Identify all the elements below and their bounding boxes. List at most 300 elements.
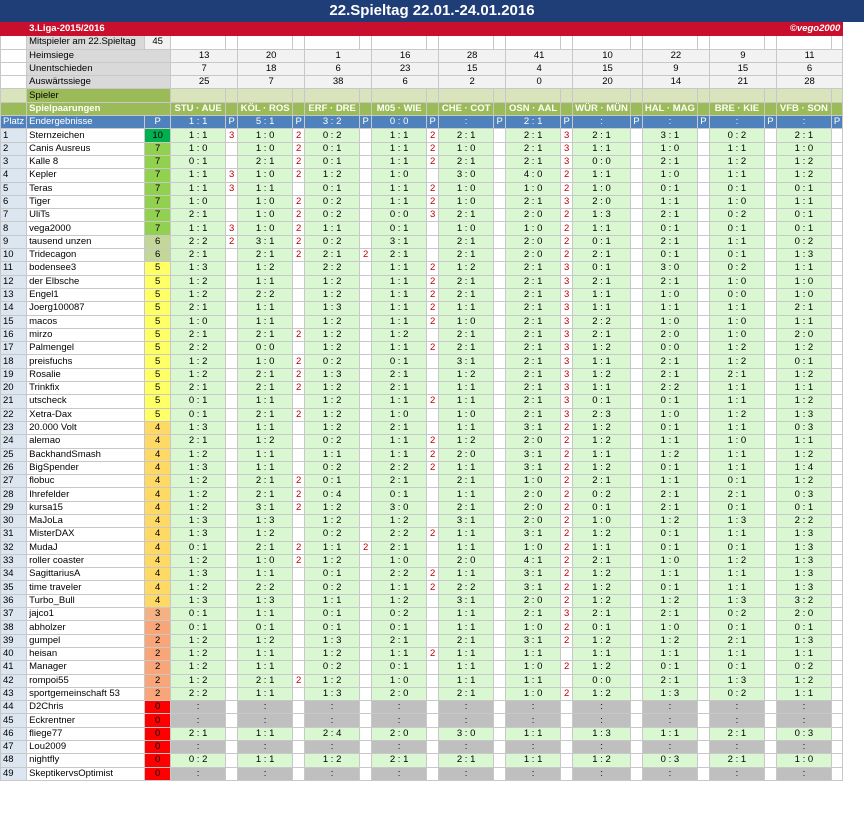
player-row <box>1 342 843 355</box>
tip-value: : <box>305 741 360 754</box>
tip-value: 1 : 1 <box>776 687 831 700</box>
tip-points: 2 <box>427 142 439 155</box>
player-row <box>1 302 843 315</box>
tip-points <box>494 727 506 740</box>
tip-points <box>360 741 372 754</box>
tip-value: 2 : 1 <box>171 435 226 448</box>
blank <box>630 102 642 115</box>
tip-points <box>226 408 238 421</box>
points-total: 7 <box>145 222 171 235</box>
tip-points <box>697 355 709 368</box>
tip-value: 2 : 1 <box>709 634 764 647</box>
tip-points: 2 <box>293 328 305 341</box>
player-row <box>1 594 843 607</box>
tip-points <box>630 475 642 488</box>
tip-points <box>764 368 776 381</box>
stat-value: 41 <box>506 49 573 62</box>
tip-value: 2 : 0 <box>506 514 561 527</box>
blank <box>764 102 776 115</box>
tip-points <box>293 262 305 275</box>
tip-points <box>831 209 842 222</box>
tip-points <box>226 714 238 727</box>
tip-value: 1 : 2 <box>171 488 226 501</box>
tip-points <box>697 674 709 687</box>
tip-points <box>360 581 372 594</box>
player-name: D2Chris <box>27 701 145 714</box>
tip-points <box>360 235 372 248</box>
tip-points <box>831 355 842 368</box>
tip-points <box>831 302 842 315</box>
tip-value: 2 : 1 <box>372 541 427 554</box>
tip-value: 0 : 1 <box>305 142 360 155</box>
tip-value: 2 : 1 <box>238 382 293 395</box>
tip-points <box>831 541 842 554</box>
blank <box>709 36 764 49</box>
tip-value: 1 : 1 <box>439 302 494 315</box>
tip-value: 2 : 1 <box>642 155 697 168</box>
tip-points <box>427 608 439 621</box>
player-row <box>1 554 843 567</box>
tip-value: 2 : 1 <box>776 302 831 315</box>
tip-value: 1 : 0 <box>238 195 293 208</box>
tip-value: 0 : 1 <box>642 528 697 541</box>
tip-points <box>697 714 709 727</box>
tip-points: 3 <box>561 608 573 621</box>
stat-value: 6 <box>776 62 842 75</box>
points-total: 6 <box>145 249 171 262</box>
tip-value: 1 : 3 <box>776 554 831 567</box>
tip-points <box>697 275 709 288</box>
tip-value: 3 : 0 <box>642 262 697 275</box>
tip-points <box>630 408 642 421</box>
tip-points: 2 <box>427 448 439 461</box>
stat-value: 10 <box>573 49 643 62</box>
tip-value: 1 : 2 <box>305 514 360 527</box>
tip-points <box>293 275 305 288</box>
tip-points <box>764 435 776 448</box>
tip-value: 2 : 2 <box>305 262 360 275</box>
tip-value: : <box>573 741 631 754</box>
tip-value: 3 : 1 <box>238 501 293 514</box>
tip-points <box>630 754 642 767</box>
tip-points <box>226 368 238 381</box>
player-row <box>1 727 843 740</box>
tip-points <box>764 328 776 341</box>
tip-value: 0 : 1 <box>573 621 631 634</box>
tip-value: : <box>372 714 427 727</box>
tip-points <box>293 727 305 740</box>
player-name: gumpel <box>27 634 145 647</box>
tip-points <box>630 767 642 780</box>
rank: 33 <box>1 554 27 567</box>
tip-points <box>494 435 506 448</box>
tip-points <box>561 714 573 727</box>
tip-points <box>764 528 776 541</box>
tip-value: 1 : 1 <box>372 182 427 195</box>
tip-points <box>697 421 709 434</box>
result-value: : <box>642 116 697 129</box>
tip-value: 1 : 1 <box>573 302 631 315</box>
tip-value: 0 : 2 <box>776 235 831 248</box>
tip-value: 0 : 1 <box>305 568 360 581</box>
tip-value: 1 : 1 <box>439 674 494 687</box>
tip-value: 1 : 2 <box>171 674 226 687</box>
tip-points <box>697 475 709 488</box>
tip-points <box>226 355 238 368</box>
tip-points <box>360 408 372 421</box>
blank <box>226 89 238 102</box>
tip-points <box>226 687 238 700</box>
tip-points <box>697 634 709 647</box>
tip-value: : <box>709 714 764 727</box>
tip-value: 1 : 2 <box>573 342 631 355</box>
tip-value: 0 : 1 <box>776 355 831 368</box>
tip-value: 1 : 0 <box>171 195 226 208</box>
tip-value: 1 : 3 <box>573 727 631 740</box>
tip-value: 2 : 1 <box>171 328 226 341</box>
tip-points <box>293 568 305 581</box>
tip-points <box>494 475 506 488</box>
tip-value: 2 : 1 <box>506 155 561 168</box>
tip-value: 1 : 0 <box>573 514 631 527</box>
player-row <box>1 754 843 767</box>
player-name: tausend unzen <box>27 235 145 248</box>
tip-points <box>831 342 842 355</box>
tip-points <box>697 155 709 168</box>
blank <box>494 36 506 49</box>
season-row <box>1 23 843 36</box>
tip-value: 1 : 0 <box>709 328 764 341</box>
match-label: ERF · DRE <box>305 102 360 115</box>
tip-points <box>697 687 709 700</box>
stat-value: 21 <box>709 76 776 89</box>
points-total: 5 <box>145 275 171 288</box>
tip-points <box>293 302 305 315</box>
tip-points <box>831 222 842 235</box>
player-name: mirzo <box>27 328 145 341</box>
tip-points <box>427 382 439 395</box>
player-name: Tridecagon <box>27 249 145 262</box>
tip-points <box>293 448 305 461</box>
blank <box>427 89 439 102</box>
tip-value: 0 : 2 <box>305 581 360 594</box>
tip-value: 0 : 2 <box>305 528 360 541</box>
tip-value: 2 : 1 <box>238 475 293 488</box>
rank: 32 <box>1 541 27 554</box>
rank: 48 <box>1 754 27 767</box>
tip-value: 1 : 2 <box>372 594 427 607</box>
tip-points: 2 <box>561 461 573 474</box>
tip-points <box>764 594 776 607</box>
tip-value: 0 : 1 <box>776 209 831 222</box>
tip-value: 1 : 3 <box>776 581 831 594</box>
tip-value: 1 : 2 <box>642 448 697 461</box>
tip-points <box>764 634 776 647</box>
tip-value: 1 : 2 <box>776 674 831 687</box>
tip-points <box>831 249 842 262</box>
tip-value: 2 : 1 <box>439 475 494 488</box>
stat-value: 0 <box>506 76 573 89</box>
tip-value: 1 : 0 <box>642 315 697 328</box>
tip-points <box>764 754 776 767</box>
player-row <box>1 155 843 168</box>
tip-value: 3 : 0 <box>439 727 494 740</box>
tip-points <box>226 315 238 328</box>
player-name: Engel1 <box>27 288 145 301</box>
tip-value: 1 : 0 <box>372 408 427 421</box>
points-total: 0 <box>145 727 171 740</box>
tip-value: 1 : 1 <box>305 222 360 235</box>
tip-points <box>697 315 709 328</box>
stat-value: 18 <box>238 62 305 75</box>
tip-points <box>494 302 506 315</box>
tip-value: 1 : 2 <box>372 328 427 341</box>
blank <box>831 36 842 49</box>
tip-value: 1 : 0 <box>776 142 831 155</box>
tip-value: 2 : 1 <box>506 262 561 275</box>
blank <box>831 89 842 102</box>
tip-points <box>697 382 709 395</box>
tip-points: 3 <box>561 395 573 408</box>
tip-points: 2 <box>360 541 372 554</box>
tip-value: 1 : 1 <box>573 355 631 368</box>
tip-points <box>360 701 372 714</box>
tip-points <box>561 701 573 714</box>
player-row <box>1 634 843 647</box>
tip-points <box>494 554 506 567</box>
tip-value: 1 : 1 <box>238 461 293 474</box>
tip-value: 1 : 2 <box>171 275 226 288</box>
tip-value: 2 : 1 <box>506 302 561 315</box>
tip-points: 2 <box>561 222 573 235</box>
tip-points <box>764 541 776 554</box>
player-name: Eckrentner <box>27 714 145 727</box>
tip-value: 1 : 2 <box>305 169 360 182</box>
tip-points: 2 <box>360 249 372 262</box>
stat-value: 2 <box>439 76 506 89</box>
blank <box>238 36 293 49</box>
player-name: macos <box>27 315 145 328</box>
tip-value: 0 : 1 <box>171 608 226 621</box>
tip-value: 1 : 2 <box>439 262 494 275</box>
tip-points <box>360 142 372 155</box>
tip-value: 2 : 1 <box>642 608 697 621</box>
tip-value: 1 : 1 <box>439 608 494 621</box>
tip-points <box>630 727 642 740</box>
player-row <box>1 448 843 461</box>
tip-value: 0 : 1 <box>776 621 831 634</box>
tip-value: : <box>372 701 427 714</box>
tip-value: 1 : 2 <box>305 395 360 408</box>
stat-value: 4 <box>506 62 573 75</box>
tip-points <box>226 767 238 780</box>
tip-points <box>226 421 238 434</box>
tip-value: 1 : 0 <box>238 222 293 235</box>
player-row <box>1 568 843 581</box>
tip-points <box>630 581 642 594</box>
player-row <box>1 528 843 541</box>
tip-points <box>831 568 842 581</box>
tip-value: : <box>573 767 631 780</box>
tip-points <box>630 382 642 395</box>
tip-value: 1 : 1 <box>238 302 293 315</box>
tip-value: 0 : 1 <box>642 249 697 262</box>
tip-value: 2 : 1 <box>506 288 561 301</box>
points-total: 0 <box>145 714 171 727</box>
points-total: 5 <box>145 408 171 421</box>
tip-value: : <box>372 767 427 780</box>
tip-points <box>226 328 238 341</box>
tip-points: 3 <box>561 275 573 288</box>
tip-points <box>494 169 506 182</box>
tip-points <box>697 767 709 780</box>
player-row <box>1 461 843 474</box>
result-value: : <box>709 116 764 129</box>
rank: 47 <box>1 741 27 754</box>
points-total: 4 <box>145 475 171 488</box>
tip-value: 1 : 3 <box>171 461 226 474</box>
tip-points: 2 <box>427 155 439 168</box>
tip-points <box>831 501 842 514</box>
tip-value: 1 : 1 <box>238 608 293 621</box>
tip-points <box>360 302 372 315</box>
tip-points <box>494 661 506 674</box>
tip-value: 0 : 2 <box>305 209 360 222</box>
tip-value: 1 : 0 <box>238 169 293 182</box>
tip-value: 1 : 1 <box>573 647 631 660</box>
tip-value: 2 : 0 <box>506 435 561 448</box>
tip-points <box>494 767 506 780</box>
tip-value: : <box>372 741 427 754</box>
tip-points <box>764 249 776 262</box>
tip-value: 2 : 1 <box>506 275 561 288</box>
tip-value: 1 : 1 <box>709 461 764 474</box>
tip-points <box>427 754 439 767</box>
tip-value: 1 : 2 <box>709 342 764 355</box>
rank: 19 <box>1 368 27 381</box>
blank <box>293 89 305 102</box>
stat-value: 38 <box>305 76 372 89</box>
tip-value: 1 : 2 <box>171 661 226 674</box>
tip-value: 0 : 1 <box>171 395 226 408</box>
player-name: time traveler <box>27 581 145 594</box>
tip-value: 2 : 1 <box>372 421 427 434</box>
tip-points <box>293 608 305 621</box>
tip-points: 3 <box>561 142 573 155</box>
tip-points <box>697 142 709 155</box>
points-total: 5 <box>145 395 171 408</box>
tip-points <box>630 355 642 368</box>
rank: 49 <box>1 767 27 780</box>
tip-value: 2 : 1 <box>506 342 561 355</box>
tip-points <box>494 408 506 421</box>
blank <box>697 36 709 49</box>
tip-points <box>831 129 842 142</box>
tip-points <box>360 608 372 621</box>
rank: 18 <box>1 355 27 368</box>
rank: 38 <box>1 621 27 634</box>
tip-points: 2 <box>561 541 573 554</box>
tip-points: 2 <box>427 568 439 581</box>
tip-value: : <box>439 741 494 754</box>
tip-points <box>630 169 642 182</box>
player-name: abholzer <box>27 621 145 634</box>
player-name: sportgemeinschaft 53 <box>27 687 145 700</box>
tip-points <box>360 195 372 208</box>
tip-value: 2 : 1 <box>573 275 631 288</box>
tip-value: 2 : 2 <box>171 687 226 700</box>
tip-value: 2 : 1 <box>372 475 427 488</box>
player-row <box>1 395 843 408</box>
tip-points <box>831 155 842 168</box>
tip-value: : <box>238 714 293 727</box>
tip-value: 2 : 2 <box>171 235 226 248</box>
tip-points: 2 <box>561 448 573 461</box>
tip-value: 2 : 1 <box>238 674 293 687</box>
rank: 3 <box>1 155 27 168</box>
points-total: 5 <box>145 368 171 381</box>
tip-points <box>293 621 305 634</box>
tip-points <box>764 395 776 408</box>
tip-value: 1 : 2 <box>171 501 226 514</box>
tip-value: 1 : 0 <box>506 182 561 195</box>
tip-value: 1 : 2 <box>439 368 494 381</box>
blank <box>764 36 776 49</box>
tip-points: 2 <box>293 129 305 142</box>
player-name: Rosalie <box>27 368 145 381</box>
tip-points: 3 <box>561 129 573 142</box>
tip-points: 2 <box>427 315 439 328</box>
tip-value: 1 : 1 <box>305 541 360 554</box>
tip-points <box>697 288 709 301</box>
tip-value: 2 : 0 <box>506 501 561 514</box>
rank: 5 <box>1 182 27 195</box>
tip-points <box>697 528 709 541</box>
tip-value: 1 : 2 <box>305 554 360 567</box>
tip-points <box>360 222 372 235</box>
points-total: 5 <box>145 382 171 395</box>
tip-value: 1 : 0 <box>506 661 561 674</box>
tip-value: 1 : 1 <box>238 315 293 328</box>
tip-value: 2 : 0 <box>372 727 427 740</box>
tip-points <box>494 275 506 288</box>
player-row <box>1 621 843 634</box>
tip-points: 3 <box>561 302 573 315</box>
tip-points <box>293 581 305 594</box>
tip-value: 2 : 1 <box>372 754 427 767</box>
tip-value: 3 : 1 <box>506 568 561 581</box>
stat-value: 7 <box>171 62 238 75</box>
tip-points: 3 <box>561 342 573 355</box>
tip-points <box>697 461 709 474</box>
tip-value: 0 : 2 <box>776 661 831 674</box>
points-total: 4 <box>145 421 171 434</box>
points-total: 4 <box>145 501 171 514</box>
tip-points <box>226 701 238 714</box>
player-name: Kalle 8 <box>27 155 145 168</box>
rank: 34 <box>1 568 27 581</box>
tip-points <box>427 235 439 248</box>
rank: 36 <box>1 594 27 607</box>
tip-points <box>360 275 372 288</box>
tip-value: 1 : 1 <box>506 647 561 660</box>
blank <box>697 102 709 115</box>
result-value: 5 : 1 <box>238 116 293 129</box>
tip-value: 0 : 1 <box>709 222 764 235</box>
tip-points <box>630 395 642 408</box>
player-row <box>1 701 843 714</box>
points-total: 0 <box>145 741 171 754</box>
